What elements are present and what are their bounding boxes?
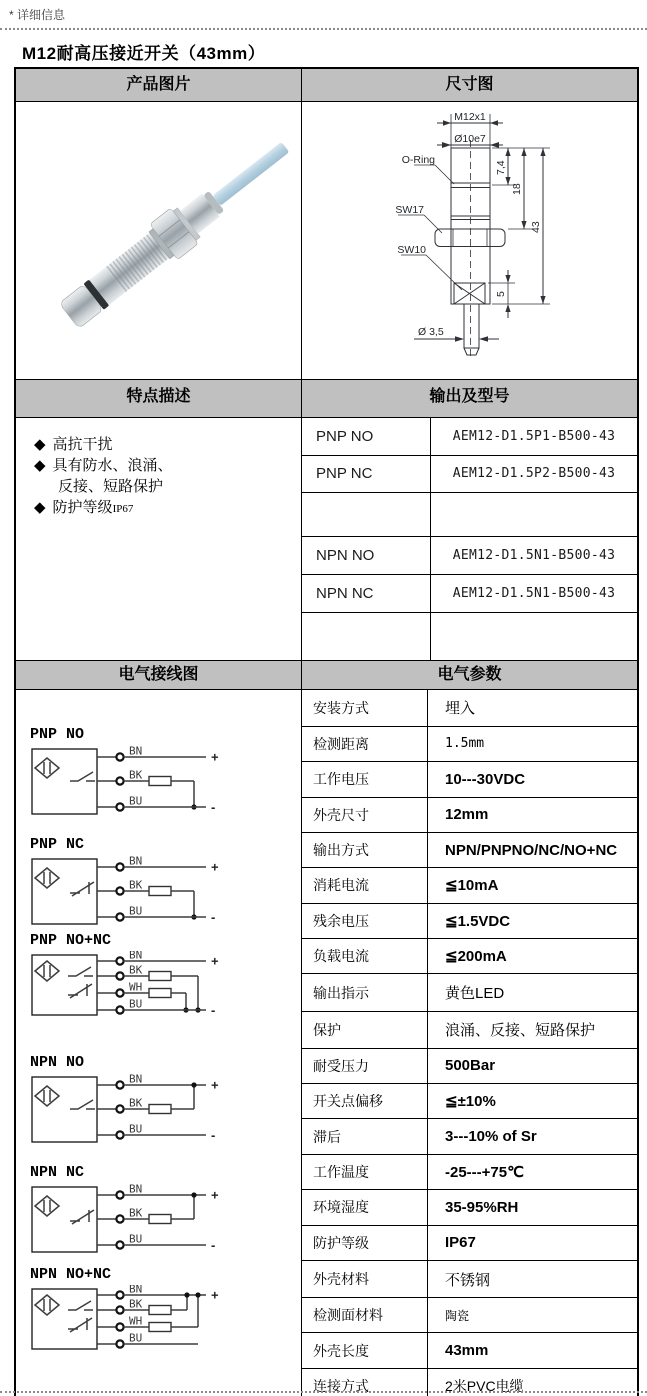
model-row bbox=[302, 574, 637, 612]
param-row bbox=[302, 690, 637, 726]
dim-3-5-label: Ø 3,5 bbox=[418, 326, 444, 338]
header-row-2 bbox=[16, 380, 637, 418]
param-label: 外壳尺寸 bbox=[302, 797, 428, 832]
wiring-diagram-title: PNP NC bbox=[30, 836, 85, 853]
svg-text:BK: BK bbox=[129, 1096, 143, 1110]
wiring-params-row bbox=[16, 690, 637, 1396]
svg-text:BK: BK bbox=[129, 1297, 143, 1311]
page-top-note: * 详细信息 bbox=[0, 0, 647, 30]
param-value: 3---10% of Sr bbox=[428, 1119, 638, 1154]
model-number: AEM12-D1.5P2-B500-43 bbox=[431, 455, 638, 492]
svg-text:BK: BK bbox=[129, 878, 143, 892]
svg-text:WH: WH bbox=[129, 1314, 143, 1328]
wiring-diagram-npn-no-nc bbox=[30, 1266, 245, 1366]
dim-43-label: 43 bbox=[530, 221, 542, 233]
param-row bbox=[302, 1298, 637, 1333]
feature-text: 反接、短路保护 bbox=[58, 478, 164, 495]
svg-text:BK: BK bbox=[129, 768, 143, 782]
wiring-diagram-title: NPN NO bbox=[30, 1054, 85, 1071]
param-row bbox=[302, 1084, 637, 1119]
svg-text:+: + bbox=[211, 749, 219, 765]
output-type bbox=[302, 492, 431, 536]
oring-label: O-Ring bbox=[401, 154, 435, 166]
feature-text: 具有防水、浪涌、 bbox=[52, 457, 173, 474]
wiring-diagram-npn-nc bbox=[30, 1164, 245, 1269]
wiring-diagram-svg bbox=[30, 951, 245, 1027]
param-row bbox=[302, 868, 637, 903]
param-row bbox=[302, 1333, 637, 1368]
model-row bbox=[302, 612, 637, 660]
model-number: AEM12-D1.5P1-B500-43 bbox=[452, 428, 616, 444]
spec-table bbox=[14, 67, 639, 1396]
header-dimension-drawing: 尺寸图 bbox=[302, 69, 637, 101]
svg-text:-: - bbox=[211, 1002, 216, 1018]
sw17-label: SW17 bbox=[395, 204, 424, 216]
dimension-drawing bbox=[302, 102, 635, 379]
output-type bbox=[302, 612, 431, 660]
feature-item bbox=[34, 476, 301, 497]
svg-text:BN: BN bbox=[129, 745, 143, 758]
bottom-divider bbox=[0, 1391, 647, 1393]
feature-item bbox=[34, 455, 301, 476]
svg-text:+: + bbox=[211, 953, 219, 969]
header-wiring-diagram: 电气接线图 bbox=[16, 661, 302, 689]
param-label: 外壳材料 bbox=[302, 1260, 428, 1297]
param-label: 开关点偏移 bbox=[302, 1084, 428, 1119]
param-label: 保护 bbox=[302, 1011, 428, 1048]
svg-text:WH: WH bbox=[129, 980, 143, 994]
svg-text:+: + bbox=[211, 859, 219, 875]
param-value: -25---+75℃ bbox=[428, 1154, 638, 1189]
param-label: 消耗电流 bbox=[302, 868, 428, 903]
header-row-3 bbox=[16, 661, 637, 690]
params-cell bbox=[302, 690, 637, 1396]
param-value: 35-95%RH bbox=[428, 1190, 638, 1225]
svg-text:BN: BN bbox=[129, 1073, 143, 1086]
param-label: 残余电压 bbox=[302, 903, 428, 938]
wiring-diagrams bbox=[16, 690, 301, 1396]
param-value: NPN/PNPNO/NC/NO+NC bbox=[428, 832, 638, 867]
param-row bbox=[302, 1119, 637, 1154]
output-type: NPN NO bbox=[302, 536, 431, 574]
dim-18-label: 18 bbox=[511, 183, 523, 195]
param-value: 12mm bbox=[428, 797, 638, 832]
dim-thread-label: M12x1 bbox=[454, 111, 486, 123]
model-row bbox=[302, 418, 637, 455]
svg-text:BN: BN bbox=[129, 1183, 143, 1196]
param-value: ≦200mA bbox=[428, 939, 638, 974]
svg-text:BN: BN bbox=[129, 951, 143, 962]
param-row bbox=[302, 797, 637, 832]
param-row bbox=[302, 939, 637, 974]
param-label: 输出指示 bbox=[302, 974, 428, 1011]
svg-text:BU: BU bbox=[129, 904, 143, 918]
param-value: ≦1.5VDC bbox=[428, 903, 638, 938]
param-row bbox=[302, 1154, 637, 1189]
sensor-cable bbox=[213, 142, 290, 206]
svg-text:+: + bbox=[211, 1187, 219, 1203]
output-type: PNP NO bbox=[302, 418, 431, 455]
param-value: 黄色LED bbox=[428, 974, 638, 1011]
wiring-diagram-pnp-no-nc bbox=[30, 932, 245, 1032]
model-number: AEM12-D1.5N1-B500-43 bbox=[431, 574, 638, 612]
param-label: 耐受压力 bbox=[302, 1048, 428, 1083]
param-value: 10---30VDC bbox=[428, 762, 638, 797]
svg-text:BK: BK bbox=[129, 1206, 143, 1220]
param-value: ≦±10% bbox=[428, 1084, 638, 1119]
param-row bbox=[302, 974, 637, 1011]
svg-text:BU: BU bbox=[129, 997, 143, 1011]
param-value: 43mm bbox=[428, 1333, 638, 1368]
param-label: 负载电流 bbox=[302, 939, 428, 974]
wiring-diagram-svg bbox=[30, 745, 245, 826]
model-row bbox=[302, 492, 637, 536]
param-value: 1.5mm bbox=[428, 726, 638, 761]
param-value: ≦10mA bbox=[428, 868, 638, 903]
diamond-bullet-icon: ◆ bbox=[34, 436, 46, 453]
svg-text:-: - bbox=[211, 1237, 216, 1253]
sensor-body bbox=[55, 129, 299, 333]
diamond-bullet-icon: ◆ bbox=[34, 499, 46, 516]
param-label: 安装方式 bbox=[302, 690, 428, 726]
dimension-drawing-cell bbox=[302, 102, 637, 379]
svg-text:BU: BU bbox=[129, 1232, 143, 1246]
feature-text: 高抗干扰 bbox=[52, 436, 113, 453]
header-features: 特点描述 bbox=[16, 380, 302, 417]
svg-text:-: - bbox=[211, 799, 216, 815]
page-title: M12耐高压接近开关（43mm） bbox=[22, 44, 266, 63]
svg-text:-: - bbox=[211, 1127, 216, 1143]
wiring-cell bbox=[16, 690, 302, 1396]
param-label: 工作电压 bbox=[302, 762, 428, 797]
wiring-diagram-svg bbox=[30, 1285, 245, 1361]
param-value: 埋入 bbox=[445, 700, 476, 718]
features-list bbox=[16, 418, 302, 660]
sw10-label: SW10 bbox=[397, 244, 426, 256]
features-models-row bbox=[16, 418, 637, 661]
product-photo-cell bbox=[16, 102, 302, 379]
dim-5-label: 5 bbox=[495, 291, 507, 297]
header-electrical-params: 电气参数 bbox=[302, 661, 637, 689]
param-label: 连接方式 bbox=[302, 1368, 428, 1396]
diamond-bullet-icon: ◆ bbox=[34, 457, 46, 474]
header-product-image: 产品图片 bbox=[16, 69, 302, 101]
param-value: IP67 bbox=[428, 1225, 638, 1260]
svg-text:BU: BU bbox=[129, 794, 143, 808]
param-label: 外壳长度 bbox=[302, 1333, 428, 1368]
param-value: 500Bar bbox=[428, 1048, 638, 1083]
param-row bbox=[302, 726, 637, 761]
image-row bbox=[16, 102, 637, 380]
param-label: 滞后 bbox=[302, 1119, 428, 1154]
wiring-diagram-title: PNP NO+NC bbox=[30, 932, 112, 949]
param-row bbox=[302, 832, 637, 867]
models-table bbox=[302, 418, 637, 660]
model-number: AEM12-D1.5N1-B500-43 bbox=[431, 536, 638, 574]
param-row bbox=[302, 762, 637, 797]
param-label: 环境湿度 bbox=[302, 1190, 428, 1225]
svg-text:BN: BN bbox=[129, 855, 143, 868]
header-row-1 bbox=[16, 69, 637, 102]
param-value: 2米PVC电缆 bbox=[428, 1368, 638, 1396]
dim-diameter-label: Ø10e7 bbox=[454, 133, 486, 145]
param-value: 陶瓷 bbox=[428, 1298, 638, 1333]
model-number bbox=[431, 492, 638, 536]
wiring-diagram-title: PNP NO bbox=[30, 726, 85, 743]
wiring-diagram-title: NPN NC bbox=[30, 1164, 85, 1181]
param-label: 防护等级 bbox=[302, 1225, 428, 1260]
output-type: NPN NC bbox=[302, 574, 431, 612]
svg-text:+: + bbox=[211, 1077, 219, 1093]
wiring-diagram-pnp-no bbox=[30, 726, 245, 831]
header-output-models: 输出及型号 bbox=[302, 380, 637, 417]
param-row bbox=[302, 1048, 637, 1083]
dim-7-4-label: 7,4 bbox=[495, 160, 507, 175]
param-value: 浪涌、反接、短路保护 bbox=[428, 1011, 638, 1048]
wiring-diagram-title: NPN NO+NC bbox=[30, 1266, 112, 1283]
wiring-diagram-svg bbox=[30, 1183, 245, 1264]
feature-item bbox=[34, 434, 301, 455]
model-number bbox=[431, 612, 638, 660]
models-cell bbox=[302, 418, 637, 660]
feature-text-small: IP67 bbox=[112, 503, 134, 515]
param-row bbox=[302, 1190, 637, 1225]
wiring-diagram-svg bbox=[30, 855, 245, 936]
param-label: 输出方式 bbox=[302, 832, 428, 867]
svg-text:BU: BU bbox=[129, 1331, 143, 1345]
output-type: PNP NC bbox=[302, 455, 431, 492]
param-row bbox=[302, 903, 637, 938]
param-label: 检测面材料 bbox=[302, 1298, 428, 1333]
wiring-diagram-npn-no bbox=[30, 1054, 245, 1159]
wiring-diagram-pnp-nc bbox=[30, 836, 245, 941]
svg-text:-: - bbox=[211, 909, 216, 925]
param-label: 工作温度 bbox=[302, 1154, 428, 1189]
wiring-diagram-svg bbox=[30, 1073, 245, 1154]
param-row bbox=[302, 1225, 637, 1260]
feature-item bbox=[34, 497, 301, 520]
params-table bbox=[302, 690, 637, 1396]
param-row bbox=[302, 1260, 637, 1297]
param-label: 检测距离 bbox=[302, 726, 428, 761]
param-value: 不锈钢 bbox=[428, 1260, 638, 1297]
model-row bbox=[302, 536, 637, 574]
param-row bbox=[302, 1011, 637, 1048]
feature-text: 防护等级 bbox=[52, 499, 113, 516]
product-photo bbox=[16, 102, 300, 379]
svg-text:BU: BU bbox=[129, 1122, 143, 1136]
svg-text:+: + bbox=[211, 1287, 219, 1303]
svg-text:BK: BK bbox=[129, 963, 143, 977]
svg-text:BN: BN bbox=[129, 1285, 143, 1296]
model-row bbox=[302, 455, 637, 492]
